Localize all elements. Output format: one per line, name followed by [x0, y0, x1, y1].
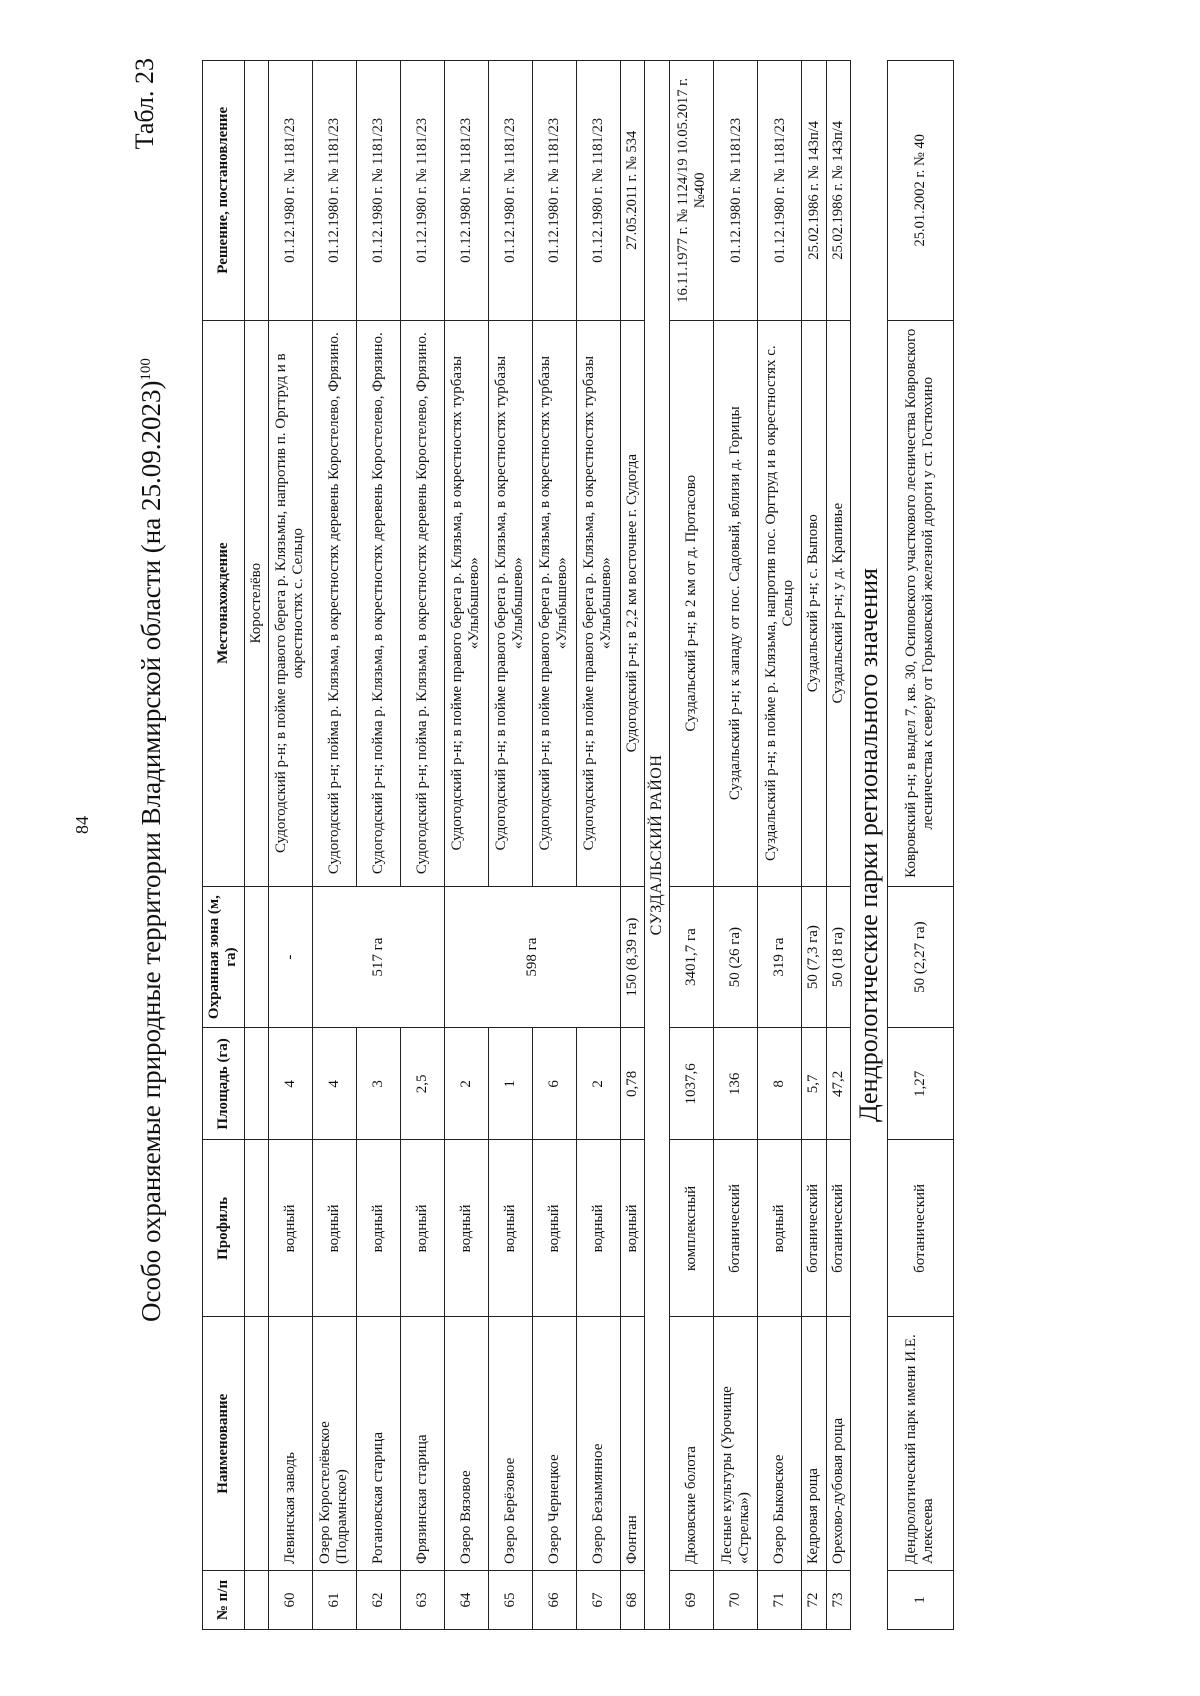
header-profile: Профиль [203, 1140, 245, 1317]
continuation-row [244, 61, 268, 1630]
title-footnote-ref: 100 [138, 358, 154, 381]
cell-num: 62 [356, 1571, 400, 1630]
cell-area: 6 [532, 1028, 576, 1140]
cell-name: Озеро Берёзовое [488, 1317, 532, 1571]
cell-name: Дюковские болота [670, 1317, 714, 1571]
cell-location: Судогодский р-н; в 2,2 км восточнее г. Судогда [620, 320, 644, 886]
cell-location: Судогодский р-н; в пойме правого берега р. Клязьма, в окрестностях турбазы «Улыбышево» [488, 320, 532, 886]
cell-name: Фрязинская старица [400, 1317, 444, 1571]
cell-num: 64 [444, 1571, 488, 1630]
cell-num: 60 [268, 1571, 312, 1630]
cell-decision: 01.12.1980 г. № 1181/23 [444, 61, 488, 321]
cell-area: 0,78 [620, 1028, 644, 1140]
cell-profile: ботанический [714, 1140, 758, 1317]
cell-profile: водный [758, 1140, 802, 1317]
cell-decision: 01.12.1980 г. № 1181/23 [312, 61, 356, 321]
table-row [312, 61, 356, 1630]
cell-num: 72 [802, 1571, 826, 1630]
cell-area: 4 [268, 1028, 312, 1140]
page-title [136, 40, 167, 1640]
cell-num: 65 [488, 1571, 532, 1630]
cell-decision: 16.11.1977 г. № 1124/19 10.05.2017 г. №400 [670, 61, 714, 321]
cell-num: 71 [758, 1571, 802, 1630]
cell-decision: 27.05.2011 г. № 534 [620, 61, 644, 321]
cell-decision: 25.02.1986 г. № 143п/4 [802, 61, 826, 321]
cell-name: Дендрологический парк имени И.Е. Алексеева [887, 1317, 953, 1571]
cell-location: Ковровский р-н; в выдел 7, кв. 30, Осиповского участкового лесничества Ковровского лесничества к северу от Горьковской железной дороги у ст. Гостюхино [887, 320, 953, 886]
table-row [620, 61, 644, 1630]
cell-location: Судогодский р-н; в пойме правого берега р. Клязьмы, напротив п. Оргтруд и в окрестностях с. Сельцо [268, 320, 312, 886]
cell-num: 63 [400, 1571, 444, 1630]
cell-profile: водный [620, 1140, 644, 1317]
cell-profile: водный [576, 1140, 620, 1317]
cell-area: 1037,6 [670, 1028, 714, 1140]
cell-name: Озеро Чернецкое [532, 1317, 576, 1571]
cell-zone: 50 (7,3 га) [802, 886, 826, 1028]
cell-location: Судогодский р-н; пойма р. Клязьма, в окрестностях деревень Коростелево, Фрязино. [312, 320, 356, 886]
cell-location: Суздальский р-н; в пойме р. Клязьма, напротив пос. Оргтруд и в окрестностях с. Сельцо [758, 320, 802, 886]
cell-profile: ботанический [802, 1140, 826, 1317]
cell-area: 2,5 [400, 1028, 444, 1140]
cell-zone-merged: 517 га [312, 886, 444, 1028]
table-row [532, 61, 576, 1630]
cell-num: 73 [826, 1571, 850, 1630]
cell-location: Судогодский р-н; пойма р. Клязьма, в окрестностях деревень Коростелево, Фрязино. [356, 320, 400, 886]
cell-decision: 25.01.2002 г. № 40 [887, 61, 953, 321]
header-name: Наименование [203, 1317, 245, 1571]
cell-num: 61 [312, 1571, 356, 1630]
table-row [802, 61, 826, 1630]
section-title: Дендрологические парки регионального значения [850, 61, 887, 1630]
table-row [400, 61, 444, 1630]
section-row-suzdal [645, 61, 670, 1630]
cell-profile: комплексный [670, 1140, 714, 1317]
cell-area: 47,2 [826, 1028, 850, 1140]
table-row [758, 61, 802, 1630]
cell-name: Озеро Коростелёвское (Подрамнское) [312, 1317, 356, 1571]
cell-name: Лесные культуры (Урочище «Стрелка») [714, 1317, 758, 1571]
section-title: СУЗДАЛЬСКИЙ РАЙОН [645, 61, 670, 1630]
cell-area: 1,27 [887, 1028, 953, 1140]
cell-num: 67 [576, 1571, 620, 1630]
cell-decision: 01.12.1980 г. № 1181/23 [576, 61, 620, 321]
cell-profile: водный [312, 1140, 356, 1317]
table-row [356, 61, 400, 1630]
cell-location: Суздальский р-н; к западу от пос. Садовый, вблизи д. Горицы [714, 320, 758, 886]
table-row [670, 61, 714, 1630]
cell-area: 3 [356, 1028, 400, 1140]
cell-decision: 01.12.1980 г. № 1181/23 [714, 61, 758, 321]
cell-location: Судогодский р-н; в пойме правого берега р. Клязьма, в окрестностях турбазы «Улыбышево» [576, 320, 620, 886]
table-row [444, 61, 488, 1630]
cell-name: Кедровая роща [802, 1317, 826, 1571]
cell-zone: 50 (18 га) [826, 886, 850, 1028]
cell-profile: водный [532, 1140, 576, 1317]
cell-location: Суздальский р-н; в 2 км от д. Протасово [670, 320, 714, 886]
cell-name: Орехово-дубовая роща [826, 1317, 850, 1571]
cell-location: Судогодский р-н; в пойме правого берега р. Клязьма, в окрестностях турбазы «Улыбышево» [532, 320, 576, 886]
header-decision: Решение, постановление [203, 61, 245, 321]
cell-profile: ботанический [887, 1140, 953, 1317]
section-row-dendro [850, 61, 887, 1630]
cell-decision: 01.12.1980 г. № 1181/23 [758, 61, 802, 321]
table-row [268, 61, 312, 1630]
cell-area: 1 [488, 1028, 532, 1140]
header-num: № п/п [203, 1571, 245, 1630]
header-area: Площадь (га) [203, 1028, 245, 1140]
cell-zone: 50 (2,27 га) [887, 886, 953, 1028]
rotated-page-content [130, 40, 1130, 1640]
cell-num: 70 [714, 1571, 758, 1630]
continuation-text: Коростелёво [244, 320, 268, 886]
cell-profile: водный [444, 1140, 488, 1317]
cell-profile: водный [268, 1140, 312, 1317]
cell-area: 136 [714, 1028, 758, 1140]
cell-location: Судогодский р-н; пойма р. Клязьма, в окрестностях деревень Коростелево, Фрязино. [400, 320, 444, 886]
cell-location: Суздальский р-н; у д. Крапивье [826, 320, 850, 886]
cell-profile: водный [488, 1140, 532, 1317]
cell-area: 8 [758, 1028, 802, 1140]
cell-decision: 01.12.1980 г. № 1181/23 [488, 61, 532, 321]
cell-zone: 50 (26 га) [714, 886, 758, 1028]
page-number: 84 [72, 816, 92, 834]
cell-decision: 01.12.1980 г. № 1181/23 [268, 61, 312, 321]
table-row [887, 61, 953, 1630]
cell-location: Суздальский р-н; с. Выпово [802, 320, 826, 886]
cell-name: Озеро Безымянное [576, 1317, 620, 1571]
cell-num: 1 [887, 1571, 953, 1630]
cell-decision: 01.12.1980 г. № 1181/23 [532, 61, 576, 321]
table-header-row [203, 61, 245, 1630]
cell-decision: 01.12.1980 г. № 1181/23 [356, 61, 400, 321]
cell-area: 2 [576, 1028, 620, 1140]
title-text: Особо охраняемые природные территории Владимирской области (на 25.09.2023) [136, 380, 166, 1322]
cell-num: 68 [620, 1571, 644, 1630]
cell-decision: 01.12.1980 г. № 1181/23 [400, 61, 444, 321]
cell-name: Фонтан [620, 1317, 644, 1571]
cell-zone: 319 га [758, 886, 802, 1028]
table-label: Табл. 23 [130, 58, 159, 150]
cell-name: Озеро Быковское [758, 1317, 802, 1571]
cell-area: 2 [444, 1028, 488, 1140]
cell-profile: водный [356, 1140, 400, 1317]
cell-num: 69 [670, 1571, 714, 1630]
cell-area: 5,7 [802, 1028, 826, 1140]
table-row [826, 61, 850, 1630]
cell-zone: 150 (8,39 га) [620, 886, 644, 1028]
cell-profile: ботанический [826, 1140, 850, 1317]
cell-decision: 25.02.1986 г. № 143п/4 [826, 61, 850, 321]
table-row [576, 61, 620, 1630]
table-row [714, 61, 758, 1630]
cell-location: Судогодский р-н; в пойме правого берега р. Клязьма, в окрестностях турбазы «Улыбышево» [444, 320, 488, 886]
cell-profile: водный [400, 1140, 444, 1317]
cell-name: Рогановская старица [356, 1317, 400, 1571]
protected-areas-table [202, 60, 954, 1630]
cell-name: Озеро Вязовое [444, 1317, 488, 1571]
header-zone: Охранная зона (м, га) [203, 886, 245, 1028]
cell-name: Левинская заводь [268, 1317, 312, 1571]
table-row [488, 61, 532, 1630]
cell-zone: 3401,7 га [670, 886, 714, 1028]
cell-zone-merged: 598 га [444, 886, 620, 1028]
header-location: Местонахождение [203, 320, 245, 886]
cell-area: 4 [312, 1028, 356, 1140]
cell-zone: - [268, 886, 312, 1028]
cell-num: 66 [532, 1571, 576, 1630]
